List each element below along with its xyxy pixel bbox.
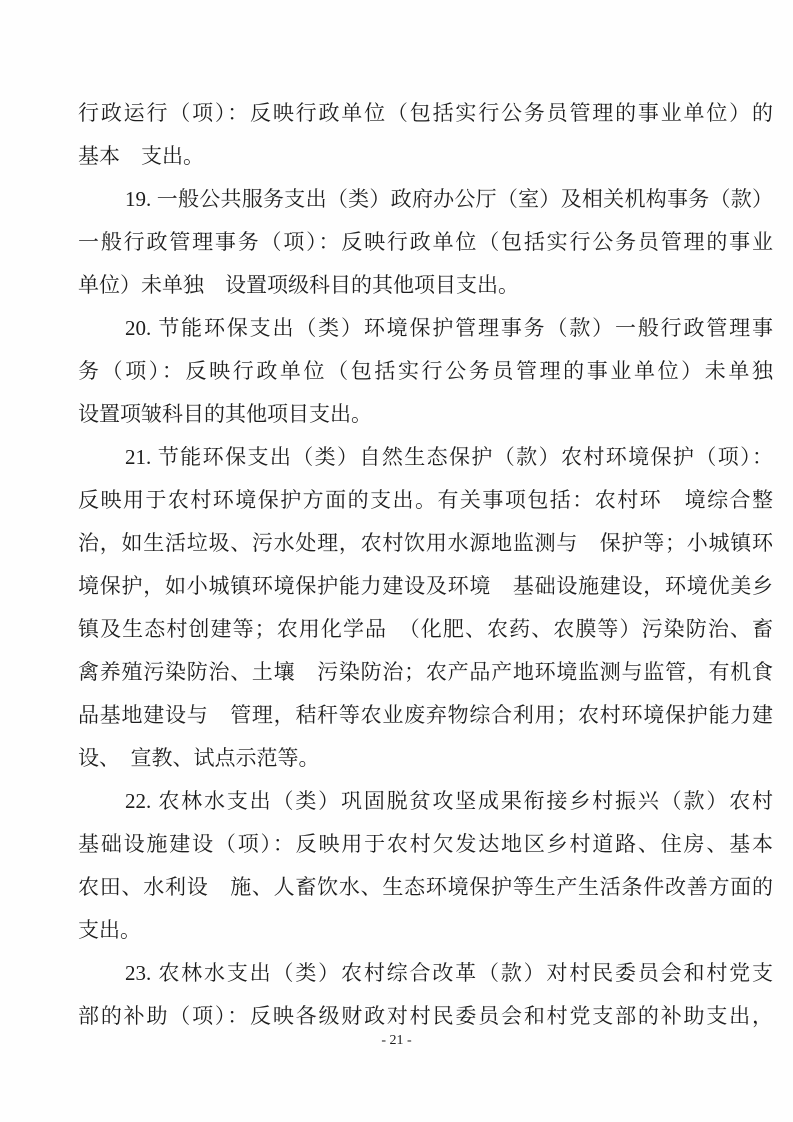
text-line: 单位）未单独 设置项级科目的其他项目支出。 — [78, 273, 519, 297]
text-line: 支出。 — [78, 918, 141, 942]
page-number: - 21 - — [381, 1033, 412, 1048]
paragraph-6 — [78, 952, 773, 1038]
text-line: 农田、水利设 施、人畜饮水、生态环境保护等生产生活条件改善方面的 — [78, 875, 773, 899]
paragraph-1 — [78, 92, 773, 178]
text-line: 境保护，如小城镇环境保护能力建设及环境 基础设施建设，环境优美乡 — [78, 574, 773, 598]
text-line: 禽养殖污染防治、土壤 污染防治；农产品产地环境监测与监管，有机食 — [78, 660, 773, 684]
text-line: 基础设施建设（项）：反映用于农村欠发达地区乡村道路、住房、基本 — [78, 832, 773, 856]
text-line: 21. 节能环保支出（类）自然生态保护（款）农村环境保护（项）： — [125, 445, 773, 469]
text-line: 部的补助（项）：反映各级财政对村民委员会和村党支部的补助支出， — [78, 1004, 773, 1028]
text-line: 治，如生活垃圾、污水处理，农村饮用水源地监测与 保护等；小城镇环 — [78, 531, 773, 555]
text-body — [78, 92, 773, 1038]
text-line: 一般行政管理事务（项）：反映行政单位（包括实行公务员管理的事业 — [78, 230, 773, 254]
text-line: 23. 农林水支出（类）农村综合改革（款）对村民委员会和村党支 — [125, 961, 773, 985]
paragraph-5 — [78, 780, 773, 952]
text-line: 行政运行（项）：反映行政单位（包括实行公务员管理的事业单位）的 — [78, 101, 773, 125]
text-line: 19. 一般公共服务支出（类）政府办公厅（室）及相关机构事务（款） — [125, 187, 773, 211]
paragraph-3 — [78, 307, 773, 436]
text-line: 镇及生态村创建等；农用化学品 （化肥、农药、农膜等）污染防治、畜 — [78, 617, 773, 641]
text-line: 基本 支出。 — [78, 144, 204, 168]
text-line: 品基地建设与 管理，秸秆等农业废弃物综合利用；农村环境保护能力建 — [78, 703, 773, 727]
paragraph-2 — [78, 178, 773, 307]
text-line: 22. 农林水支出（类）巩固脱贫攻坚成果衔接乡村振兴（款）农村 — [125, 789, 773, 813]
text-line: 设置项皱科目的其他项目支出。 — [78, 402, 372, 426]
text-line: 反映用于农村环境保护方面的支出。有关事项包括：农村环 境综合整 — [78, 488, 773, 512]
text-line: 20. 节能环保支出（类）环境保护管理事务（款）一般行政管理事 — [125, 316, 773, 340]
text-line: 设、 宣教、试点示范等。 — [78, 746, 320, 770]
text-line: 务（项）：反映行政单位（包括实行公务员管理的事业单位）未单独 — [78, 359, 773, 383]
paragraph-4 — [78, 436, 773, 780]
